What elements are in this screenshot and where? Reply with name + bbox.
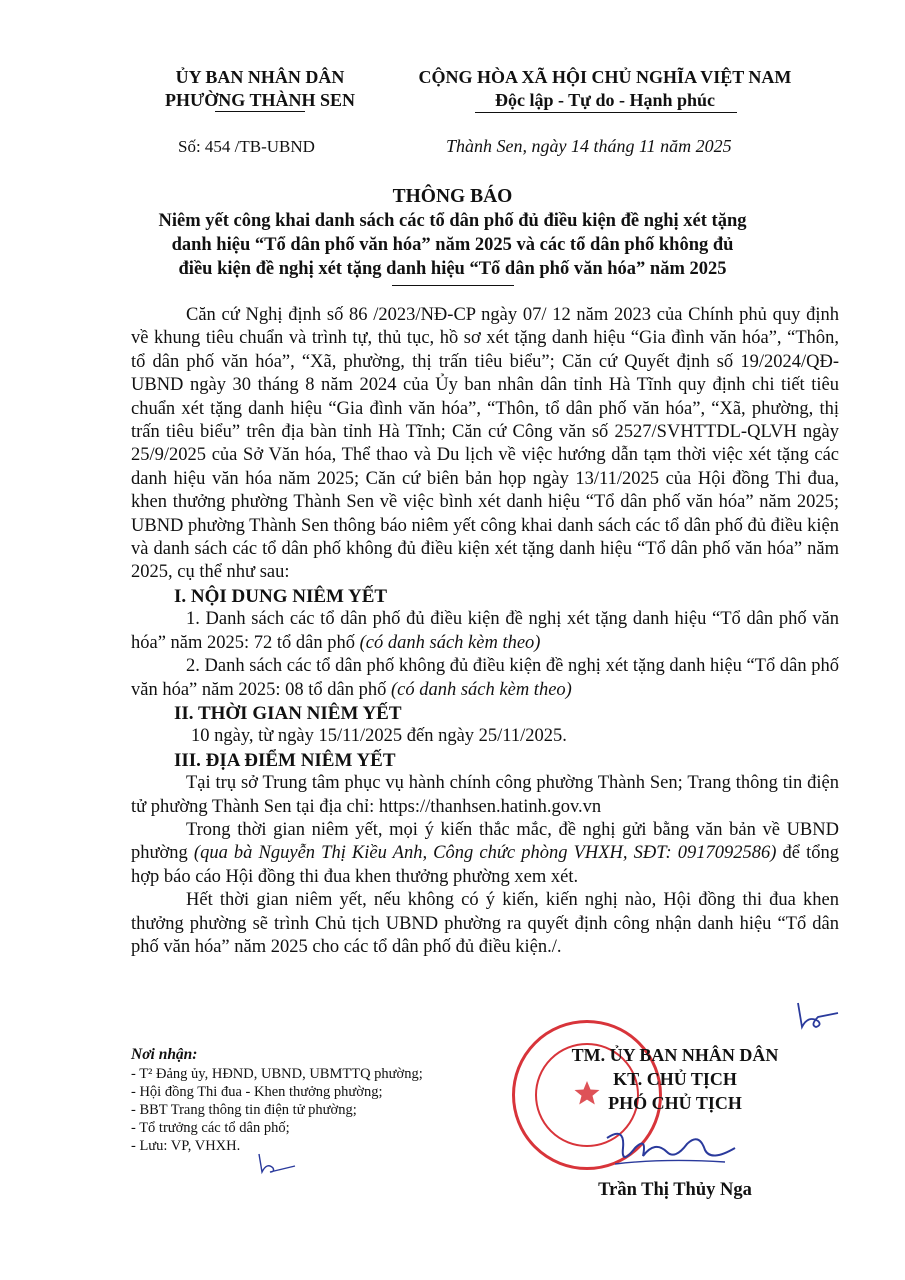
- recipient-item: - T² Đảng ủy, HĐND, UBND, UBMTTQ phường;: [131, 1066, 423, 1082]
- signature-title-1: TM. ỦY BAN NHÂN DÂN: [571, 1045, 779, 1065]
- feedback-text-b: để tổng hợp báo cáo Hội đồng thi đua khen thưởng phường xem xét.: [131, 843, 839, 887]
- signature-block: [530, 1043, 820, 1115]
- closing-paragraph: Hết thời gian niêm yết, nếu không có ý kiến, kiến nghị nào, Hội đồng thi đua khen thưởng phường sẽ trình Chủ tịch UBND phường ra quyết định công nhận danh hiệu “Tổ dân phố văn hóa” năm 2025 cho các tổ dân phố đủ điều kiện./.: [131, 890, 839, 957]
- national-name: CỘNG HÒA XÃ HỘI CHỦ NGHĨA VIỆT NAM: [418, 67, 792, 87]
- notice-title: THÔNG BÁO: [392, 186, 513, 207]
- national-motto: Độc lập - Tự do - Hạnh phúc: [494, 90, 716, 110]
- notice-subtitle-3: điều kiện đề nghị xét tặng danh hiệu “Tổ dân phố văn hóa” năm 2025: [178, 259, 727, 279]
- recipient-item: - Tổ trưởng các tổ dân phố;: [131, 1120, 290, 1136]
- recipient-item: - BBT Trang thông tin điện tử phường;: [131, 1102, 357, 1118]
- list-item-qualified-note: (có danh sách kèm theo): [359, 632, 541, 653]
- recipient-item: - Lưu: VP, VHXH.: [131, 1138, 241, 1154]
- agency-name: [110, 66, 410, 112]
- national-header: [385, 66, 825, 112]
- list-item-qualified: [131, 608, 839, 655]
- recipients-block: [131, 1045, 491, 1155]
- section-place-heading: III. ĐỊA ĐIỂM NIÊM YẾT: [174, 749, 396, 771]
- list-item-qualified-text: 1. Danh sách các tổ dân phố đủ điều kiện đề nghị xét tặng danh hiệu “Tổ dân phố văn hóa” năm 2025: 72 tổ dân phố: [131, 609, 839, 653]
- document-date: Thành Sen, ngày 14 tháng 11 năm 2025: [446, 136, 732, 156]
- legal-basis-paragraph: Căn cứ Nghị định số 86 /2023/NĐ-CP ngày 07/ 12 năm 2023 của Chính phủ quy định về khung tiêu chuẩn và trình tự, thủ tục, hồ sơ xét tặng danh hiệu “Gia đình văn hóa”, “Thôn, tổ dân phố văn hóa”, “Xã, phường, thị trấn tiêu biểu”; Căn cứ Quyết định số 19/2024/QĐ-UBND ngày 30 tháng 8 năm 2024 của Ủy ban nhân dân tỉnh Hà Tĩnh quy định chi tiết tiêu chuẩn xét tặng danh hiệu “Gia đình văn hóa”, “Thôn, tổ dân phố văn hóa”, “Xã, phường, thị trấn tiêu biểu” trên địa bàn tỉnh Hà Tĩnh; Căn cứ Công văn số 2527/SVHTTDL-QLVH ngày 25/9/2025 của Sở Văn hóa, Thể thao và Du lịch về việc hướng dẫn tạm thời việc xét tặng các danh hiệu văn hóa năm 2025; Căn cứ biên bản họp ngày 13/11/2025 của Hội đồng Thi đua, khen thưởng phường Thành Sen về việc bình xét danh hiệu “Tổ dân phố văn hóa” năm 2025; UBND phường Thành Sen thông báo niêm yết công khai danh sách các tổ dân phố đủ điều kiện và danh sách các tổ dân phố không đủ điều kiện xét tặng danh hiệu “Tổ dân phố văn hóa” năm 2025, cụ thể như sau:: [131, 305, 839, 583]
- list-item-unqualified-note: (có danh sách kèm theo): [390, 679, 572, 700]
- list-item-unqualified: [131, 655, 839, 702]
- feedback-paragraph: [131, 819, 839, 889]
- section-content-heading: I. NỘI DUNG NIÊM YẾT: [174, 585, 388, 607]
- signature-title-2: KT. CHỦ TỊCH: [613, 1069, 737, 1089]
- section-time-heading: II. THỜI GIAN NIÊM YẾT: [174, 702, 402, 724]
- handwritten-signature-icon: [595, 1118, 745, 1178]
- title-underline: [392, 285, 514, 286]
- list-item-unqualified-text: 2. Danh sách các tổ dân phố không đủ điều kiện đề nghị xét tặng danh hiệu “Tổ dân phố văn hóa” năm 2025: 08 tổ dân phố: [131, 656, 839, 700]
- document-number: Số: 454 /TB-UBND: [178, 137, 315, 156]
- signer-name: Trần Thị Thủy Nga: [598, 1180, 752, 1200]
- notice-subtitle-1: Niêm yết công khai danh sách các tổ dân phố đủ điều kiện đề nghị xét tặng: [158, 211, 747, 231]
- recipient-initial-icon: [255, 1148, 300, 1176]
- recipient-item: - Hội đồng Thi đua - Khen thưởng phường;: [131, 1084, 383, 1100]
- posting-period: 10 ngày, từ ngày 15/11/2025 đến ngày 25/11/2025.: [191, 726, 567, 747]
- agency-underline: [215, 111, 305, 112]
- agency-line2: PHƯỜNG THÀNH SEN: [164, 90, 356, 110]
- motto-underline: [475, 112, 737, 113]
- agency-line1: ỦY BAN NHÂN DÂN: [175, 67, 345, 87]
- posting-place: Tại trụ sở Trung tâm phục vụ hành chính công phường Thành Sen; Trang thông tin điện tử phường Thành Sen tại địa chỉ: https://thanhsen.hatinh.gov.vn: [131, 773, 839, 817]
- signature-title-3: PHÓ CHỦ TỊCH: [608, 1093, 742, 1113]
- notice-body: [131, 304, 839, 959]
- recipients-heading: Nơi nhận:: [131, 1046, 198, 1063]
- notice-subtitle-2: danh hiệu “Tổ dân phố văn hóa” năm 2025 và các tổ dân phố không đủ: [171, 235, 734, 255]
- feedback-text-a: Trong thời gian niêm yết, mọi ý kiến thắc mắc, đề nghị gửi bằng văn bản về UBND phường: [131, 819, 839, 864]
- notice-title-block: [70, 185, 835, 281]
- initial-mark-icon: [788, 995, 848, 1035]
- feedback-contact: (qua bà Nguyễn Thị Kiều Anh, Công chức phòng VHXH, SĐT: 0917092586): [193, 843, 777, 864]
